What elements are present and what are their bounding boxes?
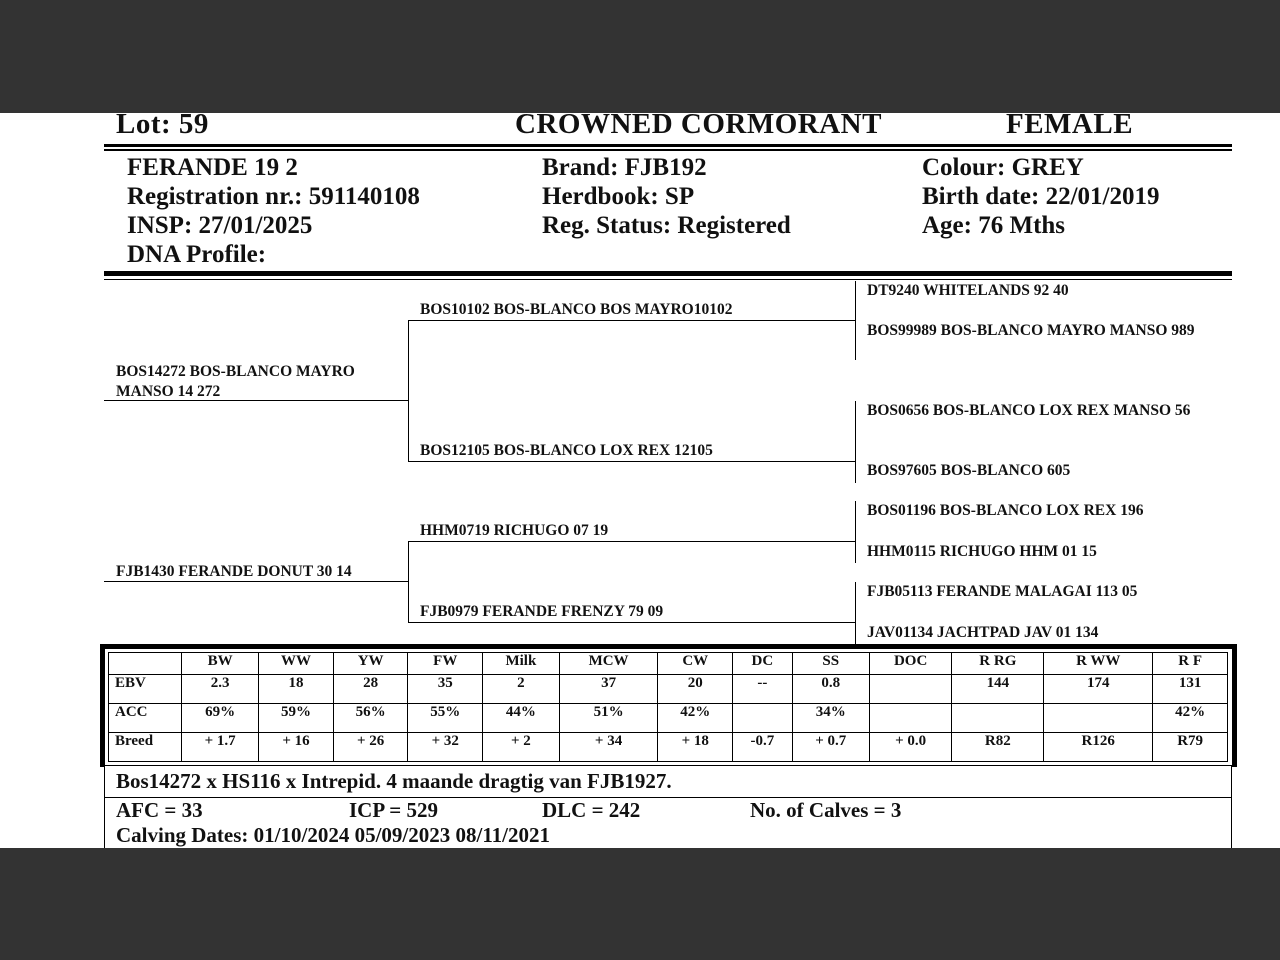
ebv-cell: 2 xyxy=(483,675,560,704)
ebv-col-rww: R WW xyxy=(1044,653,1153,675)
ebv-cell: 55% xyxy=(408,704,483,733)
info-rule-thin xyxy=(104,279,1232,280)
dd-line xyxy=(408,622,856,623)
ds-line xyxy=(408,541,856,542)
ebv-cell: 20 xyxy=(658,675,733,704)
ebv-frame-right xyxy=(1232,644,1237,767)
pedigree-ggp-3: BOS0656 BOS-BLANCO LOX REX MANSO 56 xyxy=(867,402,1191,419)
animal-info-middle xyxy=(542,153,791,240)
icp: ICP = 529 xyxy=(349,798,438,822)
ebv-cell: 59% xyxy=(259,704,334,733)
ebv-cell: EBV xyxy=(109,675,182,704)
ds-bracket xyxy=(855,501,856,563)
ebv-cell: + 32 xyxy=(408,733,483,762)
ebv-cell: 34% xyxy=(792,704,869,733)
ebv-cell xyxy=(869,704,952,733)
ebv-cell: R82 xyxy=(952,733,1044,762)
ebv-cell: + 16 xyxy=(259,733,334,762)
ebv-col-cw: CW xyxy=(658,653,733,675)
header-rule-2 xyxy=(104,149,1232,151)
pedigree-dam-dam: FJB0979 FERANDE FRENZY 79 09 xyxy=(420,603,664,620)
ebv-cell: 69% xyxy=(182,704,259,733)
birth-date: Birth date: 22/01/2019 xyxy=(922,183,1160,210)
pedigree-ggp-8: JAV01134 JACHTPAD JAV 01 134 xyxy=(867,624,1099,641)
remarks-box xyxy=(104,765,1232,798)
breed-title: CROWNED CORMORANT xyxy=(515,113,882,140)
ebv-cell: 44% xyxy=(483,704,560,733)
ebv-cell: 42% xyxy=(658,704,733,733)
ebv-cell: 0.8 xyxy=(792,675,869,704)
ebv-cell: 18 xyxy=(259,675,334,704)
header-rule xyxy=(104,144,1232,147)
ebv-cell: + 34 xyxy=(559,733,658,762)
ebv-col-ww: WW xyxy=(259,653,334,675)
sd-bracket xyxy=(855,401,856,483)
calves-count: No. of Calves = 3 xyxy=(750,798,902,822)
sire-bracket xyxy=(408,320,409,461)
afc: AFC = 33 xyxy=(116,798,203,822)
brand: Brand: FJB192 xyxy=(542,154,707,181)
pedigree-ggp-5: BOS01196 BOS-BLANCO LOX REX 196 xyxy=(867,502,1144,519)
ebv-frame-top xyxy=(100,644,1237,649)
ebv-row-breed xyxy=(109,733,1228,762)
ebv-col-fw: FW xyxy=(408,653,483,675)
ebv-row-ebv xyxy=(109,675,1228,704)
ebv-cell xyxy=(869,675,952,704)
ebv-col-bw: BW xyxy=(182,653,259,675)
pedigree-dam: FJB1430 FERANDE DONUT 30 14 xyxy=(116,563,352,580)
sex-label: FEMALE xyxy=(1006,113,1134,140)
age: Age: 76 Mths xyxy=(922,212,1066,239)
animal-info-right xyxy=(922,153,1160,240)
ebv-cell: + 0.7 xyxy=(792,733,869,762)
ebv-cell: 2.3 xyxy=(182,675,259,704)
ebv-table xyxy=(108,652,1228,762)
reg-status: Reg. Status: Registered xyxy=(542,212,791,239)
sd-line xyxy=(408,461,856,462)
ebv-cell: 51% xyxy=(559,704,658,733)
ebv-col-dc: DC xyxy=(733,653,793,675)
info-rule xyxy=(104,271,1232,276)
ebv-col-milk: Milk xyxy=(483,653,560,675)
ebv-col-ss: SS xyxy=(792,653,869,675)
ebv-cell: + 1.7 xyxy=(182,733,259,762)
ebv-col-doc: DOC xyxy=(869,653,952,675)
remarks-text: Bos14272 x HS116 x Intrepid. 4 maande dragtig van FJB1927. xyxy=(116,769,672,793)
ebv-col-yw: YW xyxy=(333,653,408,675)
ebv-col-rf: R F xyxy=(1153,653,1228,675)
ebv-cell: 28 xyxy=(333,675,408,704)
herdbook: Herdbook: SP xyxy=(542,183,695,210)
dna-profile: DNA Profile: xyxy=(127,241,267,268)
ebv-cell xyxy=(952,704,1044,733)
ebv-cell: 56% xyxy=(333,704,408,733)
ebv-cell: + 26 xyxy=(333,733,408,762)
inspection-date: INSP: 27/01/2025 xyxy=(127,212,313,239)
ebv-cell: 37 xyxy=(559,675,658,704)
pedigree-ggp-7: FJB05113 FERANDE MALAGAI 113 05 xyxy=(867,583,1138,600)
ebv-cell xyxy=(1044,704,1153,733)
ebv-cell: ACC xyxy=(109,704,182,733)
lot-page xyxy=(0,113,1280,848)
pedigree-ggp-6: HHM0115 RICHUGO HHM 01 15 xyxy=(867,543,1097,560)
colour: Colour: GREY xyxy=(922,154,1084,181)
animal-name: FERANDE 19 2 xyxy=(127,154,298,181)
dd-bracket xyxy=(855,582,856,644)
dlc: DLC = 242 xyxy=(542,798,641,822)
ebv-cell: -0.7 xyxy=(733,733,793,762)
animal-info-left xyxy=(127,153,420,269)
ebv-cell xyxy=(733,704,793,733)
dam-bracket xyxy=(408,541,409,623)
ebv-col-mcw: MCW xyxy=(559,653,658,675)
ebv-cell: R126 xyxy=(1044,733,1153,762)
ebv-col-blank xyxy=(109,653,182,675)
pedigree-ggp-1: DT9240 WHITELANDS 92 40 xyxy=(867,282,1069,299)
ebv-cell: Breed xyxy=(109,733,182,762)
pedigree-sire-sire: BOS10102 BOS-BLANCO BOS MAYRO10102 xyxy=(420,301,733,318)
pedigree-sire: BOS14272 BOS-BLANCO MAYRO MANSO 14 272 xyxy=(116,363,355,400)
pedigree-ggp-2: BOS99989 BOS-BLANCO MAYRO MANSO 989 xyxy=(867,322,1195,339)
dam-line xyxy=(104,581,408,582)
ebv-cell: R79 xyxy=(1153,733,1228,762)
ebv-cell: + 0.0 xyxy=(869,733,952,762)
registration-number: Registration nr.: 591140108 xyxy=(127,183,420,210)
ebv-cell: + 2 xyxy=(483,733,560,762)
calving-dates: Calving Dates: 01/10/2024 05/09/2023 08/11/2021 xyxy=(116,823,551,847)
ebv-row-acc xyxy=(109,704,1228,733)
ss-bracket xyxy=(855,281,856,360)
ebv-cell: 42% xyxy=(1153,704,1228,733)
pedigree-dam-sire: HHM0719 RICHUGO 07 19 xyxy=(420,522,609,539)
pedigree-sire-dam: BOS12105 BOS-BLANCO LOX REX 12105 xyxy=(420,442,713,459)
ebv-cell: 35 xyxy=(408,675,483,704)
sire-line xyxy=(104,400,408,401)
ebv-cell: 174 xyxy=(1044,675,1153,704)
footer-box xyxy=(104,797,1232,848)
ebv-cell: 131 xyxy=(1153,675,1228,704)
lot-number: Lot: 59 xyxy=(116,113,209,140)
ebv-frame-left xyxy=(100,644,105,767)
ebv-col-rrg: R RG xyxy=(952,653,1044,675)
ebv-cell: 144 xyxy=(952,675,1044,704)
ebv-cell: + 18 xyxy=(658,733,733,762)
pedigree-ggp-4: BOS97605 BOS-BLANCO 605 xyxy=(867,462,1071,479)
ss-line xyxy=(408,320,856,321)
ebv-header-row xyxy=(109,653,1228,675)
ebv-cell: -- xyxy=(733,675,793,704)
